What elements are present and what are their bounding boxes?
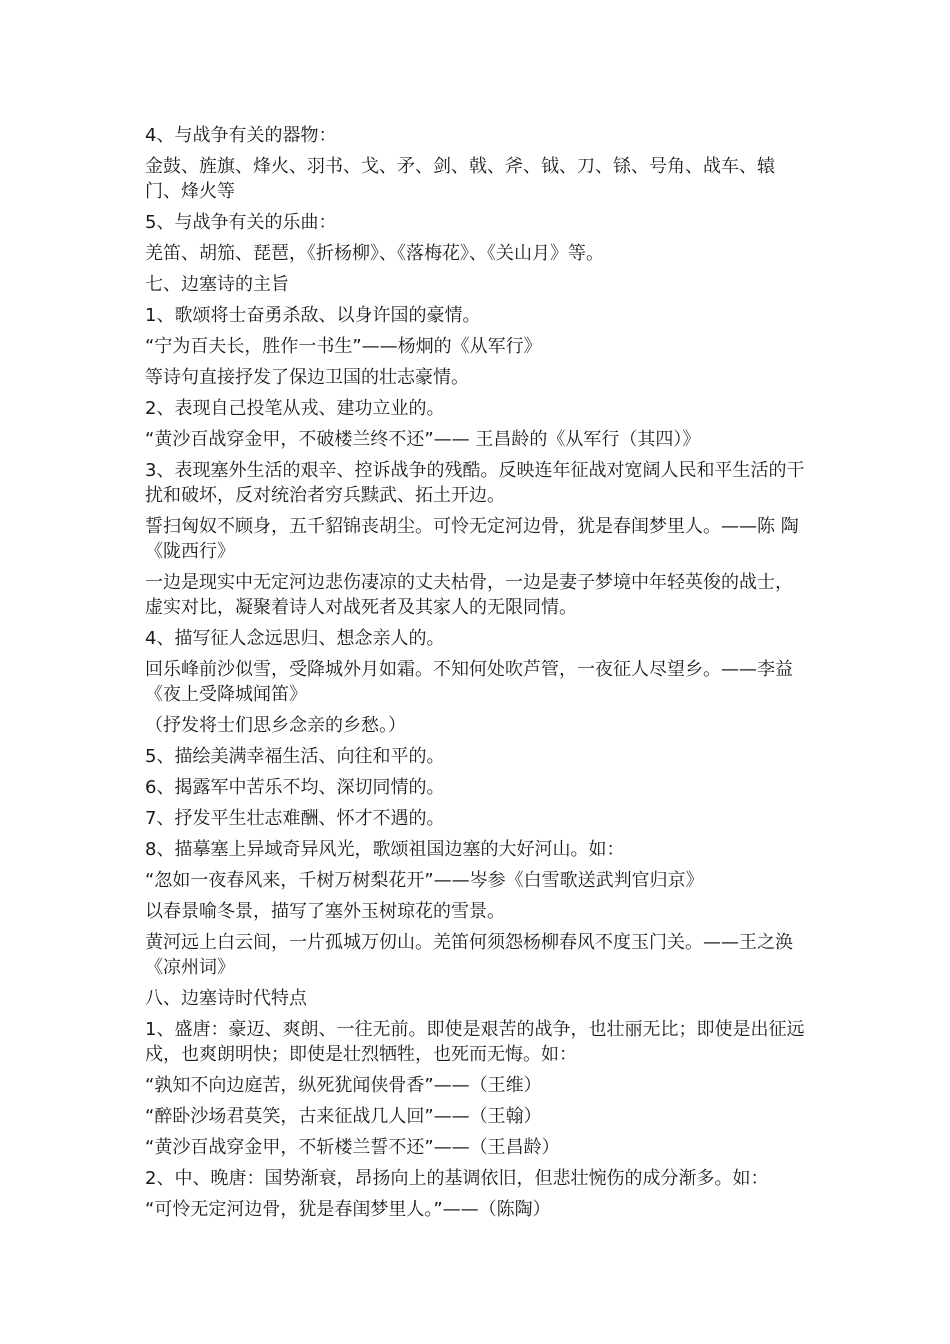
paragraph-22: 以春景喻冬景，描写了塞外玉树琼花的雪景。	[145, 901, 505, 922]
paragraph-23: 黄河远上白云间，一片孤城万仞山。羌笛何须怨杨柳春风不度玉门关。——王之涣《凉州词》	[145, 932, 793, 978]
paragraph-8: 等诗句直接抒发了保边卫国的壮志豪情。	[145, 367, 469, 388]
paragraph-12: 誓扫匈奴不顾身，五千貂锦丧胡尘。可怜无定河边骨，犹是春闺梦里人。——陈 陶《陇西行》	[145, 516, 799, 562]
paragraph-16: （抒发将士们思乡念亲的乡愁。）	[145, 715, 406, 736]
paragraph-15: 回乐峰前沙似雪，受降城外月如霜。不知何处吹芦管，一夜征人尽望乡。——李益《夜上受降城闻笛》	[145, 659, 793, 705]
paragraph-4: 羌笛、胡笳、琵琶，《折杨柳》、《落梅花》、《关山月》等。	[145, 243, 604, 264]
paragraph-21: “忽如一夜春风来，千树万树梨花开”——岑参《白雪歌送武判官归京》	[145, 870, 704, 891]
section-heading-7: 七、边塞诗的主旨	[145, 274, 289, 295]
paragraph-30: “可怜无定河边骨，犹是春闺梦里人。”——（陈陶）	[145, 1199, 551, 1220]
paragraph-2: 金鼓、旌旗、烽火、羽书、戈、矛、剑、戟、斧、钺、刀、铩、号角、战车、辕门、烽火等	[145, 156, 775, 202]
paragraph-13: 一边是现实中无定河边悲伤凄凉的丈夫枯骨，一边是妻子梦境中年轻英俊的战士，虚实对比，凝聚着诗人对战死者及其家人的无限同情。	[145, 572, 793, 618]
paragraph-26: “孰知不向边庭苦，纵死犹闻侠骨香”——（王维）	[145, 1075, 542, 1096]
paragraph-7: “宁为百夫长，胜作一书生”——杨炯的《从军行》	[145, 336, 542, 357]
paragraph-29: 2、中、晚唐：国势渐衰，昂扬向上的基调依旧，但悲壮惋伤的成分渐多。如：	[145, 1168, 769, 1189]
paragraph-17: 5、描绘美满幸福生活、向往和平的。	[145, 746, 445, 767]
paragraph-28: “黄沙百战穿金甲，不斩楼兰誓不还”——（王昌龄）	[145, 1137, 560, 1158]
paragraph-25: 1、盛唐：豪迈、爽朗、一往无前。即使是艰苦的战争，也壮丽无比；即使是出征远戍，也爽朗明快；即使是壮烈牺牲，也死而无悔。如：	[145, 1019, 805, 1065]
paragraph-19: 7、抒发平生壮志难酬、怀才不遇的。	[145, 808, 445, 829]
paragraph-6: 1、歌颂将士奋勇杀敌、以身许国的豪情。	[145, 305, 481, 326]
document-page	[145, 123, 810, 1228]
paragraph-20: 8、描摹塞上异域奇异风光，歌颂祖国边塞的大好河山。如：	[145, 839, 625, 860]
paragraph-10: “黄沙百战穿金甲，不破楼兰终不还”—— 王昌龄的《从军行（其四）》	[145, 429, 701, 450]
paragraph-18: 6、揭露军中苦乐不均、深切同情的。	[145, 777, 445, 798]
paragraph-14: 4、描写征人念远思归、想念亲人的。	[145, 628, 445, 649]
section-heading-8: 八、边塞诗时代特点	[145, 988, 307, 1009]
paragraph-1: 4、与战争有关的器物：	[145, 125, 337, 146]
paragraph-11: 3、表现塞外生活的艰辛、控诉战争的残酷。反映连年征战对宽阔人民和平生活的干扰和破坏，反对统治者穷兵黩武、拓土开边。	[145, 460, 805, 506]
paragraph-3: 5、与战争有关的乐曲：	[145, 212, 337, 233]
paragraph-27: “醉卧沙场君莫笑，古来征战几人回”——（王翰）	[145, 1106, 542, 1127]
paragraph-9: 2、表现自己投笔从戎、建功立业的。	[145, 398, 445, 419]
